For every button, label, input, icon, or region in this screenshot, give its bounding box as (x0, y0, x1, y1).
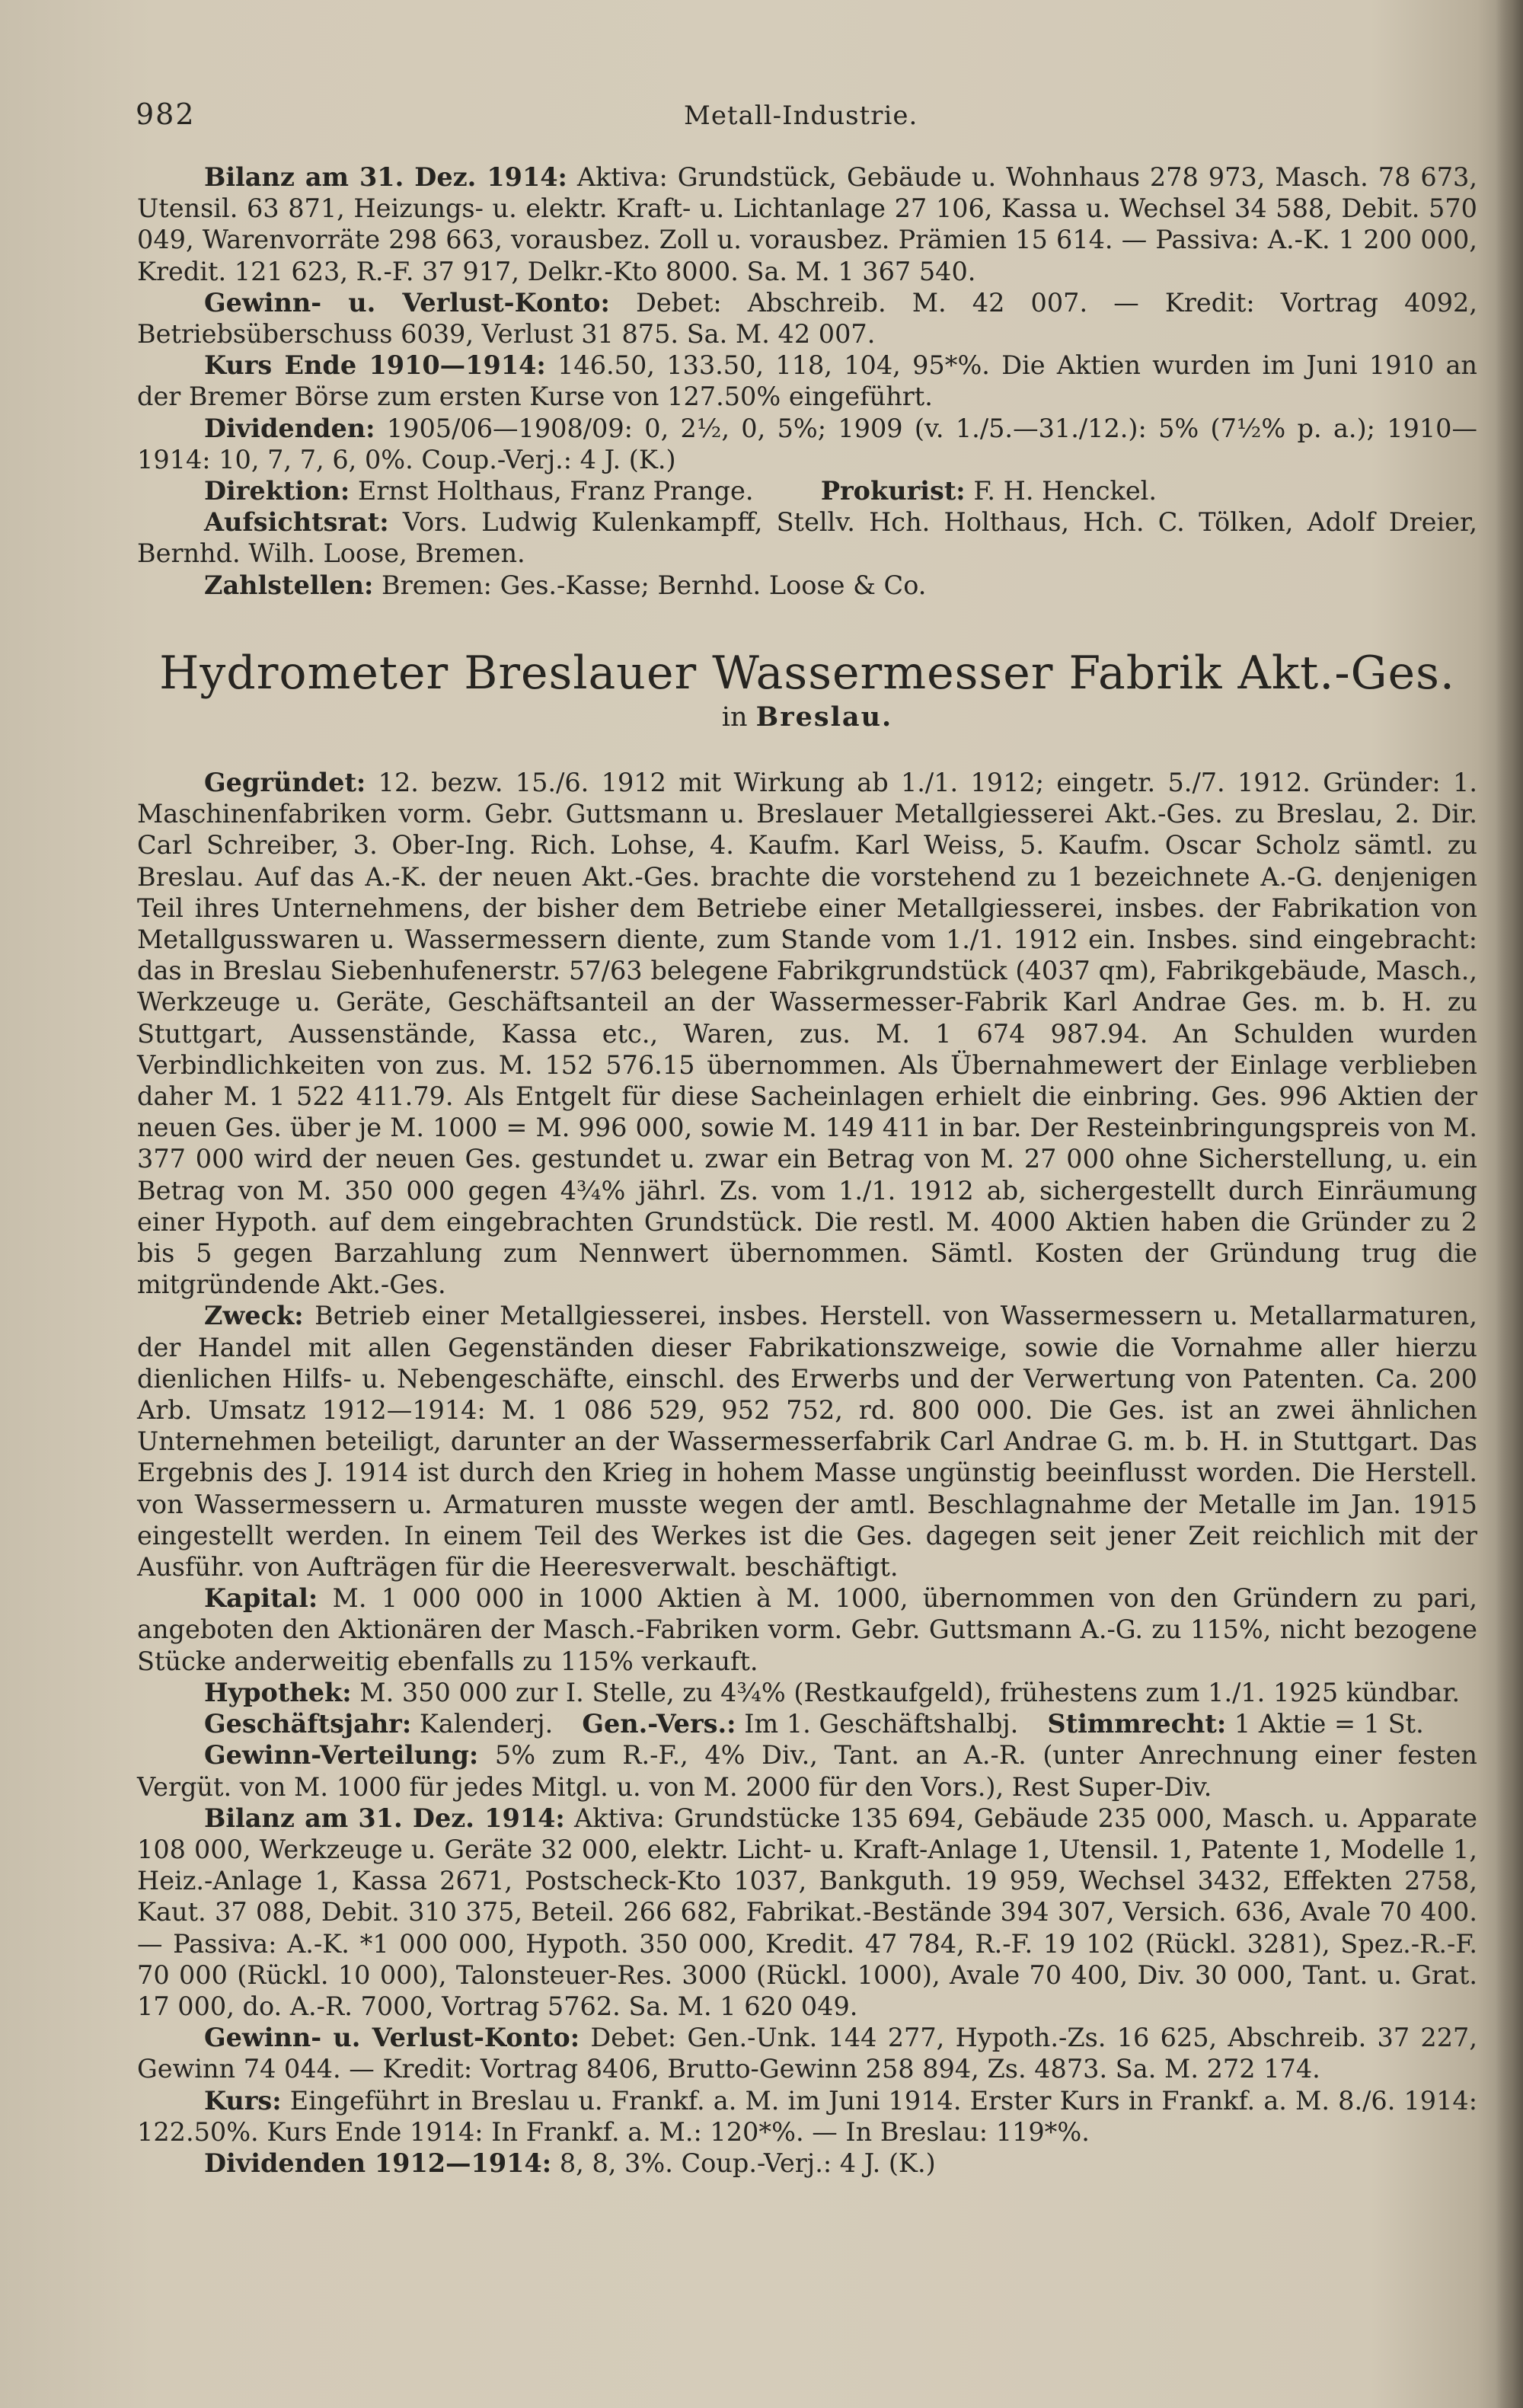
city-prefix: in (721, 702, 748, 733)
label: Gegründet: (204, 768, 366, 797)
label: Zahlstellen: (204, 570, 374, 600)
paragraph-direktion (137, 475, 1477, 506)
label: Dividenden 1912—1914: (204, 2148, 552, 2178)
paragraph-dividenden (137, 413, 1477, 475)
page-header (136, 97, 1476, 143)
label: Gewinn-Verteilung: (204, 1740, 479, 1771)
label: Gewinn- u. Verlust-Konto: (204, 2023, 580, 2053)
paragraph-zahlstellen (137, 570, 1477, 601)
paragraph-bilanz (137, 161, 1477, 287)
paragraph-bilanz (137, 1803, 1477, 2022)
paragraph-zweck (137, 1300, 1477, 1582)
paragraph-kapital (137, 1582, 1477, 1677)
label: Bilanz am 31. Dez. 1914: (204, 162, 567, 192)
label: Zweck: (204, 1301, 304, 1331)
running-title: Metall-Industrie. (684, 101, 918, 131)
company-title: Hydrometer Breslauer Wassermesser Fabrik Akt.-Ges. (159, 647, 1455, 700)
text: M. 1 000 000 in 1000 Aktien à M. 1000, übernommen von den Gründern zu pari, angeboten den Aktionären der Masch.-Fabriken vorm. Gebr. Guttsmann A.-G. zu 115%, nicht bezogene Stücke anderweitig ebenfalls zu 115% verkauft. (137, 1583, 1478, 1676)
label: Aufsichtsrat: (204, 507, 389, 538)
label: Geschäftsjahr: (204, 1709, 412, 1739)
text: Eingeführt in Breslau u. Frankf. a. M. im Juni 1914. Erster Kurs in Frankf. a. M. 8./6. 1914: 122.50%. Kurs Ende 1914: In Frankf. a. M.: 120*%. — In Breslau: 119*%. (137, 2085, 1477, 2147)
label: Hypothek: (204, 1677, 352, 1707)
paragraph-geschaeftsjahr (137, 1708, 1477, 1739)
paragraph-aufsichtsrat (137, 506, 1477, 569)
company-location (137, 701, 1477, 734)
paragraph-gewinn-verlust (137, 2022, 1477, 2084)
text: 146.50, 133.50, 118, 104, 95*%. Die Aktien wurden im Juni 1910 an der Bremer Börse zum ersten Kurse von 127.50% eingeführt. (137, 350, 1477, 412)
label: Kurs Ende 1910—1914: (204, 350, 546, 381)
text: F. H. Henckel. (973, 476, 1157, 506)
text: Ernst Holthaus, Franz Prange. (357, 476, 754, 506)
text: Debet: Gen.-Unk. 144 277, Hypoth.-Zs. 16 625, Abschreib. 37 227, Gewinn 74 044. — Kredit: Vortrag 8406, Brutto-Gewinn 258 894, Zs. 4873. Sa. M. 272 174. (137, 2023, 1477, 2084)
text: 12. bezw. 15./6. 1912 mit Wirkung ab 1./1. 1912; eingetr. 5./7. 1912. Gründer: 1. Maschinenfabriken vorm. Gebr. Guttsmann u. Breslauer Metallgiesserei Akt.-Ges. zu Breslau, 2. Dir. Carl Schreiber, 3. Ober-Ing. Rich. Lohse, 4. Kaufm. Karl Weiss, 5. Kaufm. Oscar Scholz sämtl. zu Breslau. Auf das A.-K. der neuen Akt.-Ges. brachte die vorstehend zu 1 bezeichnete A.-G. denjenigen Teil ihres Unternehmens, der bisher dem Betriebe einer Metallgiesserei, insbes. der Fabrikation von Metallgusswaren u. Wassermessern diente, zum Stande vom 1./1. 1912 ein. Insbes. sind eingebracht: das in Breslau Siebenhufenerstr. 57/63 belegene Fabrikgrundstück (4037 qm), Fabrikgebäude, Masch., Werkzeuge u. Geräte, Geschäftsanteil an der Wassermesser-Fabrik Karl Andrae Ges. m. b. H. zu Stuttgart, Aussenstände, Kassa etc., Waren, zus. M. 1 674 987.94. An Schulden wurden Verbindlichkeiten von zus. M. 152 576.15 übernommen. Als Übernahmewert der Einlage verblieben daher M. 1 522 411.79. Als Entgelt für diese Sacheinlagen erhielt die einbring. Ges. 996 Aktien der neuen Ges. über je M. 1000 = M. 996 000, sowie M. 149 411 in bar. Der Resteinbringungspreis von M. 377 000 wird der neuen Ges. gestundet u. zwar ein Betrag von M. 27 000 ohne Sicherstellung, u. ein Betrag von M. 350 000 gegen 4¾% jährl. Zs. vom 1./1. 1912 ab, sichergestellt durch Einräumung einer Hypoth. auf dem eingebrachten Grundstück. Die restl. M. 4000 Aktien haben die Gründer zu 2 bis 5 gegen Barzahlung zum Nennwert übernommen. Sämtl. Kosten der Gründung trug die mitgründende Akt.-Ges. (137, 768, 1477, 1300)
text: Aktiva: Grundstücke 135 694, Gebäude 235 000, Masch. u. Apparate 108 000, Werkzeuge u. Geräte 32 000, elektr. Licht- u. Kraft-Anlage 1, Utensil. 1, Patente 1, Modelle 1, Heiz.-Anlage 1, Kassa 2671, Postscheck-Kto 1037, Bankguth. 19 959, Wechsel 3432, Effekten 2758, Kaut. 37 088, Debit. 310 375, Beteil. 266 682, Fabrikat.-Bestände 394 307, Versich. 636, Avale 70 400. — Passiva: A.-K. *1 000 000, Hypoth. 350 000, Kredit. 47 784, R.-F. 19 102 (Rückl. 3281), Spez.-R.-F. 70 000 (Rückl. 10 000), Talonsteuer-Res. 3000 (Rückl. 1000), Avale 70 400, Div. 30 000, Tant. u. Grat. 17 000, do. A.-R. 7000, Vortrag 5762. Sa. M. 1 620 049. (137, 1803, 1477, 2021)
label: Kapital: (204, 1583, 318, 1614)
text: Bremen: Ges.-Kasse; Bernhd. Loose & Co. (382, 570, 927, 600)
text: Debet: Abschreib. M. 42 007. — Kredit: Vortrag 4092, Betriebsüberschuss 6039, Verlust 31 875. Sa. M. 42 007. (137, 287, 1477, 350)
text: Betrieb einer Metallgiesserei, insbes. Herstell. von Wassermessern u. Metallarmaturen, der Handel mit allen Gegenständen dieser Fabrikationszweige, sowie die Vornahme aller hierzu dienlichen Hilfs- u. Nebengeschäfte, einschl. des Erwerbs und der Verwertung von Patenten. Ca. 200 Arb. Umsatz 1912—1914: M. 1 086 529, 952 752, rd. 800 000. Die Ges. ist an zwei ähnlichen Unternehmen beteiligt, darunter an der Wassermesserfabrik Carl Andrae G. m. b. H. in Stuttgart. Das Ergebnis des J. 1914 ist durch den Krieg in hohem Masse ungünstig beeinflusst worden. Die Herstell. von Wassermessern u. Armaturen musste wegen der amtl. Beschlagnahme der Metalle im Jan. 1915 eingestellt werden. In einem Teil des Werkes ist die Ges. dagegen seit jener Zeit reichlich mit der Ausführ. von Aufträgen für die Heeresverwalt. beschäftigt. (137, 1301, 1477, 1582)
text: Vors. Ludwig Kulenkampff, Stellv. Hch. Holthaus, Hch. C. Tölken, Adolf Dreier, Bernhd. Wilh. Loose, Bremen. (137, 507, 1477, 569)
paragraph-dividenden (137, 2148, 1477, 2179)
paragraph-gegruendet (137, 767, 1477, 1300)
text: Aktiva: Grundstück, Gebäude u. Wohnhaus 278 973, Masch. 78 673, Utensil. 63 871, Heizungs- u. elektr. Kraft- u. Lichtanlage 27 106, Kassa u. Wechsel 34 588, Debit. 570 049, Warenvorräte 298 663, vorausbez. Zoll u. vorausbez. Prämien 15 614. — Passiva: A.-K. 1 200 000, Kredit. 121 623, R.-F. 37 917, Delkr.-Kto 8000. Sa. M. 1 367 540. (137, 162, 1477, 286)
label: Direktion: (204, 476, 350, 506)
text: M. 350 000 zur I. Stelle, zu 4¾% (Restkaufgeld), frühestens zum 1./1. 1925 kündbar. (359, 1677, 1461, 1707)
page-number: 982 (136, 97, 196, 131)
paragraph-kurs (137, 2085, 1477, 2148)
text: 1905/06—1908/09: 0, 2½, 0, 5%; 1909 (v. 1./5.—31./12.): 5% (7½% p. a.); 1910—1914: 10, 7, 7, 6, 0%. Coup.-Verj.: 4 J. (K.) (137, 413, 1477, 474)
company-entry (137, 767, 1477, 2179)
label: Prokurist: (820, 476, 966, 506)
paragraph-hypothek (137, 1677, 1477, 1708)
label: Kurs: (204, 2085, 282, 2116)
paragraph-gewinn-verlust (137, 287, 1477, 350)
text: Im 1. Geschäftshalbj. (744, 1709, 1019, 1739)
label: Gewinn- u. Verlust-Konto: (204, 287, 610, 318)
text: 1 Aktie = 1 St. (1234, 1709, 1424, 1739)
label: Stimmrecht: (1047, 1709, 1227, 1739)
label: Bilanz am 31. Dez. 1914: (204, 1803, 565, 1833)
text: 8, 8, 3%. Coup.-Verj.: 4 J. (K.) (559, 2148, 936, 2178)
paragraph-gewinn-verteilung (137, 1739, 1477, 1802)
city-name: Breslau. (755, 701, 893, 733)
text: 5% zum R.-F., 4% Div., Tant. an A.-R. (unter Anrechnung einer festen Vergüt. von M. 1000 für jedes Mitgl. u. von M. 2000 für den Vors.), Rest Super-Div. (137, 1740, 1477, 1802)
company-heading (137, 646, 1477, 734)
previous-entry (137, 161, 1477, 601)
page-edge-shadow (1496, 0, 1523, 2408)
paragraph-kurs (137, 350, 1477, 412)
label: Gen.-Vers.: (582, 1709, 736, 1739)
text: Kalenderj. (419, 1709, 554, 1739)
label: Dividenden: (204, 413, 375, 443)
